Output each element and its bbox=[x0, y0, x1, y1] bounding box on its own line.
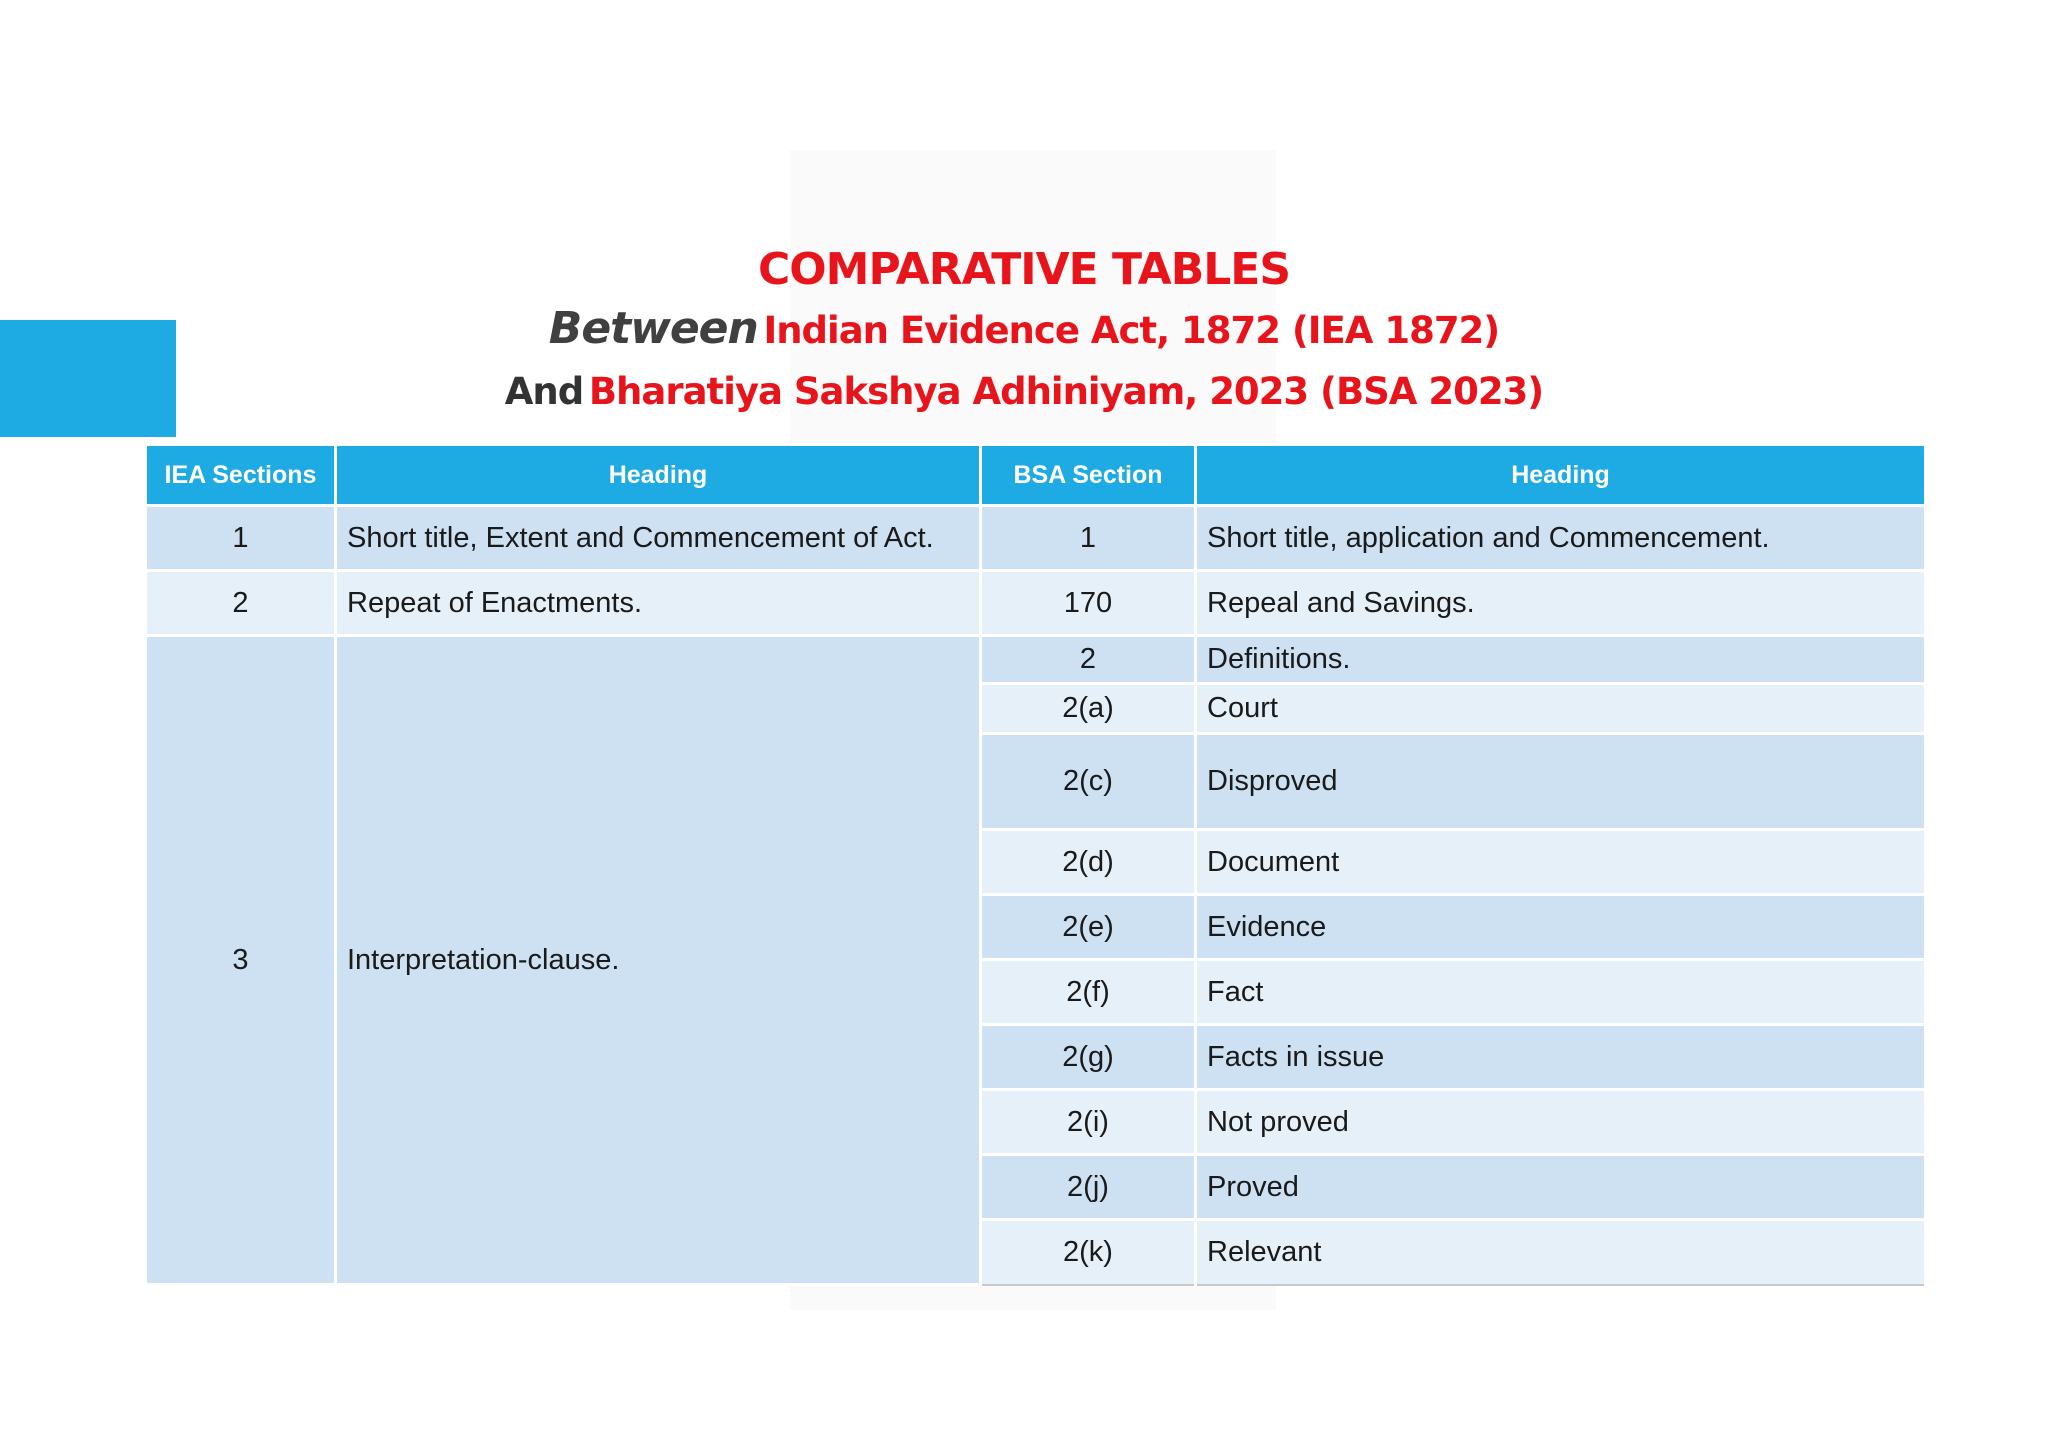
header-bsa-heading: Heading bbox=[1196, 445, 1926, 506]
bsa-section-cell: 1 bbox=[981, 506, 1196, 571]
bsa-section-cell: 2 bbox=[981, 636, 1196, 684]
table-row bbox=[146, 571, 1926, 636]
title-between: Between bbox=[548, 303, 758, 354]
title-line-2 bbox=[0, 300, 2048, 367]
header-iea-heading: Heading bbox=[336, 445, 981, 506]
bsa-heading-cell: Proved bbox=[1196, 1155, 1926, 1220]
bsa-heading-cell: Definitions. bbox=[1196, 636, 1926, 684]
page-title bbox=[0, 240, 2048, 424]
bsa-heading-cell: Repeal and Savings. bbox=[1196, 571, 1926, 636]
header-iea-sections: IEA Sections bbox=[146, 445, 336, 506]
bsa-heading-cell: Disproved bbox=[1196, 734, 1926, 830]
table-row bbox=[146, 636, 1926, 684]
iea-heading-cell: Repeat of Enactments. bbox=[336, 571, 981, 636]
header-bsa-section: BSA Section bbox=[981, 445, 1196, 506]
bsa-heading-cell: Not proved bbox=[1196, 1090, 1926, 1155]
bsa-heading-cell: Evidence bbox=[1196, 895, 1926, 960]
iea-section-cell: 1 bbox=[146, 506, 336, 571]
bsa-section-cell: 170 bbox=[981, 571, 1196, 636]
bsa-heading-cell: Short title, application and Commencement. bbox=[1196, 506, 1926, 571]
bsa-section-cell: 2(e) bbox=[981, 895, 1196, 960]
table-row bbox=[146, 506, 1926, 571]
bsa-heading-cell: Document bbox=[1196, 830, 1926, 895]
title-and: And bbox=[504, 370, 584, 413]
bsa-section-cell: 2(f) bbox=[981, 960, 1196, 1025]
title-bsa: Bharatiya Sakshya Adhiniyam, 2023 (BSA 2023) bbox=[588, 370, 1544, 413]
bsa-section-cell: 2(i) bbox=[981, 1090, 1196, 1155]
bsa-section-cell: 2(k) bbox=[981, 1220, 1196, 1285]
iea-heading-cell: Short title, Extent and Commencement of Act. bbox=[336, 506, 981, 571]
title-iea: Indian Evidence Act, 1872 (IEA 1872) bbox=[763, 309, 1500, 352]
comparative-table bbox=[144, 443, 1927, 1286]
iea-section-cell: 3 bbox=[146, 636, 336, 1285]
bsa-section-cell: 2(a) bbox=[981, 684, 1196, 734]
iea-section-cell: 2 bbox=[146, 571, 336, 636]
table-header-row bbox=[146, 445, 1926, 506]
title-line-3 bbox=[0, 367, 2048, 424]
bsa-heading-cell: Fact bbox=[1196, 960, 1926, 1025]
bsa-section-cell: 2(g) bbox=[981, 1025, 1196, 1090]
title-line-1: COMPARATIVE TABLES bbox=[757, 244, 1291, 295]
bsa-section-cell: 2(d) bbox=[981, 830, 1196, 895]
bsa-section-cell: 2(j) bbox=[981, 1155, 1196, 1220]
iea-heading-cell: Interpretation-clause. bbox=[336, 636, 981, 1285]
bsa-section-cell: 2(c) bbox=[981, 734, 1196, 830]
bsa-heading-cell: Court bbox=[1196, 684, 1926, 734]
bsa-heading-cell: Relevant bbox=[1196, 1220, 1926, 1285]
bsa-heading-cell: Facts in issue bbox=[1196, 1025, 1926, 1090]
